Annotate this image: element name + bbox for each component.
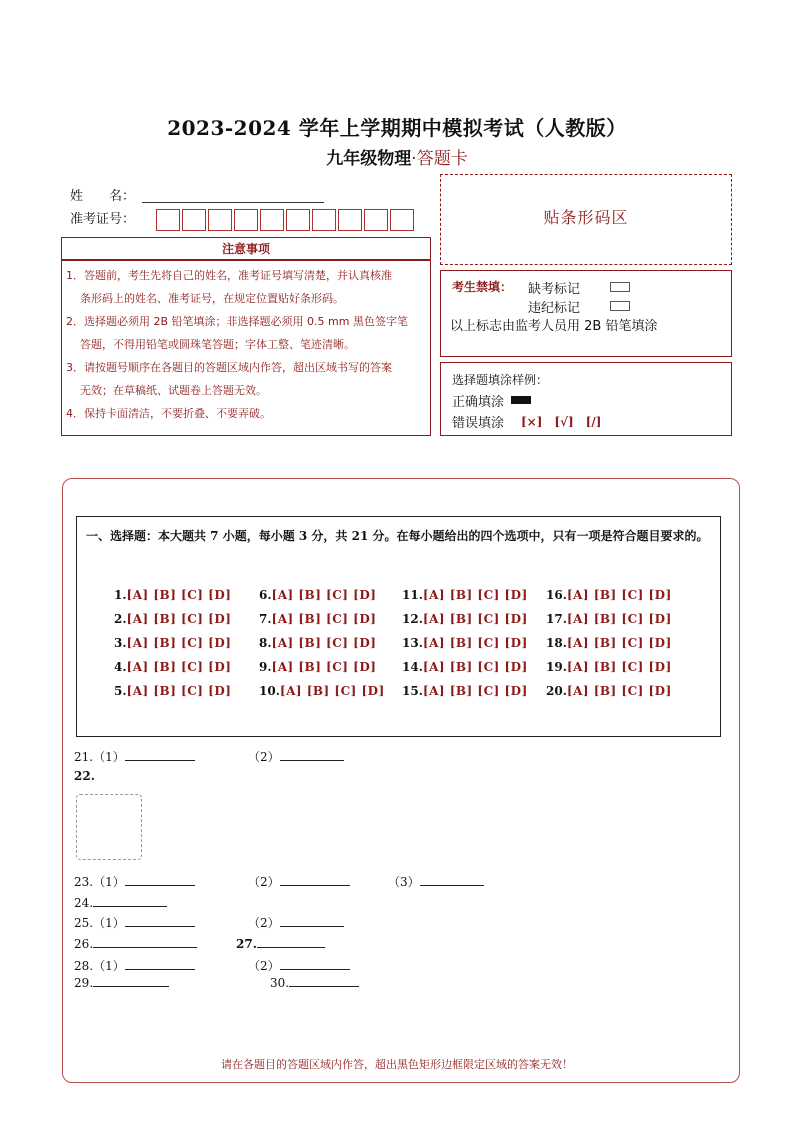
name-label: 姓 名： bbox=[70, 189, 136, 204]
sample-title: 选择题填涂样例： bbox=[452, 373, 549, 387]
mc-item[interactable]: 6.[A] [B] [C] [D] bbox=[259, 588, 377, 602]
note-line: 答题，不得用铅笔或圆珠笔答题；字体工整、笔迹清晰。 bbox=[80, 338, 355, 351]
mc-item[interactable]: 3.[A] [B] [C] [D] bbox=[114, 636, 232, 650]
answer-blank[interactable] bbox=[125, 915, 195, 927]
answer-blank[interactable] bbox=[257, 936, 325, 948]
violation-mark-box[interactable] bbox=[610, 301, 630, 311]
page-subtitle bbox=[0, 144, 794, 169]
answer-blank[interactable] bbox=[125, 958, 195, 970]
mc-item[interactable]: 1.[A] [B] [C] [D] bbox=[114, 588, 232, 602]
absent-mark-box[interactable] bbox=[610, 282, 630, 292]
absent-mark-label: 缺考标记 bbox=[528, 282, 581, 297]
mc-item[interactable]: 14.[A] [B] [C] [D] bbox=[402, 660, 528, 674]
id-digit-box[interactable] bbox=[390, 209, 414, 231]
mc-item[interactable]: 11.[A] [B] [C] [D] bbox=[402, 588, 528, 602]
answer-blank[interactable] bbox=[125, 874, 195, 886]
id-digit-box[interactable] bbox=[260, 209, 284, 231]
mc-item[interactable]: 15.[A] [B] [C] [D] bbox=[402, 684, 528, 698]
barcode-area bbox=[440, 174, 732, 265]
q23-part3: （3） bbox=[388, 873, 484, 890]
note-line: 1．答题前，考生先将自己的姓名，准考证号填写清楚，并认真核准 bbox=[66, 269, 392, 282]
mc-item[interactable]: 9.[A] [B] [C] [D] bbox=[259, 660, 377, 674]
answer-blank[interactable] bbox=[125, 749, 195, 761]
q23-part1: 23.（1） bbox=[74, 873, 195, 890]
q22-label: 22. bbox=[74, 769, 95, 783]
answer-blank[interactable] bbox=[420, 874, 484, 886]
mc-item[interactable]: 19.[A] [B] [C] [D] bbox=[546, 660, 672, 674]
q25-part1: 25.（1） bbox=[74, 914, 195, 931]
id-digit-box[interactable] bbox=[286, 209, 310, 231]
answer-blank[interactable] bbox=[280, 958, 350, 970]
id-label: 准考证号： bbox=[70, 212, 136, 227]
answer-blank[interactable] bbox=[93, 936, 197, 948]
page-title: 2023-2024 学年上学期期中模拟考试（人教版） bbox=[167, 116, 627, 140]
id-digit-box[interactable] bbox=[312, 209, 336, 231]
id-digit-box[interactable] bbox=[182, 209, 206, 231]
mc-item[interactable]: 12.[A] [B] [C] [D] bbox=[402, 612, 528, 626]
prohibit-note: 以上标志由监考人员用 2B 铅笔填涂 bbox=[450, 319, 658, 334]
mc-item[interactable]: 5.[A] [B] [C] [D] bbox=[114, 684, 232, 698]
answer-blank[interactable] bbox=[93, 895, 167, 907]
q27: 27. bbox=[236, 936, 325, 951]
answer-blank[interactable] bbox=[93, 975, 169, 987]
q23-part2: （2） bbox=[248, 873, 350, 890]
mc-heading: 一、选择题：本大题共 7 小题，每小题 3 分，共 21 分。在每小题给出的四个选项中，只有一项是符合题目要求的。 bbox=[86, 529, 709, 543]
answer-blank[interactable] bbox=[280, 874, 350, 886]
wrong-fill-label: 错误填涂 bbox=[452, 416, 505, 431]
name-field[interactable] bbox=[142, 188, 324, 203]
q22-drawing-area[interactable] bbox=[76, 794, 142, 860]
subject-label: 九年级物理 bbox=[326, 149, 412, 169]
notes-list bbox=[66, 264, 432, 425]
mc-item[interactable]: 4.[A] [B] [C] [D] bbox=[114, 660, 232, 674]
correct-fill-label: 正确填涂 bbox=[452, 395, 505, 410]
note-line: 3．请按题号顺序在各题目的答题区域内作答，超出区域书写的答案 bbox=[66, 361, 392, 374]
footer-warning: 请在各题目的答题区域内作答，超出黑色矩形边框限定区域的答案无效！ bbox=[221, 1058, 573, 1071]
mc-item[interactable]: 10.[A] [B] [C] [D] bbox=[259, 684, 385, 698]
mc-item[interactable]: 16.[A] [B] [C] [D] bbox=[546, 588, 672, 602]
id-digit-box[interactable] bbox=[156, 209, 180, 231]
q29: 29. bbox=[74, 975, 169, 990]
mc-item[interactable]: 17.[A] [B] [C] [D] bbox=[546, 612, 672, 626]
note-line: 4．保持卡面清洁，不要折叠、不要弄破。 bbox=[66, 407, 271, 420]
answer-blank[interactable] bbox=[289, 975, 359, 987]
correct-fill-sample bbox=[511, 396, 531, 404]
wrong-fill-samples: [×] [√] [/] bbox=[521, 415, 602, 429]
note-line: 条形码上的姓名、准考证号，在规定位置贴好条形码。 bbox=[80, 292, 344, 305]
q30: 30. bbox=[270, 975, 359, 990]
answer-blank[interactable] bbox=[280, 749, 344, 761]
id-digit-box[interactable] bbox=[338, 209, 362, 231]
mc-item[interactable]: 20.[A] [B] [C] [D] bbox=[546, 684, 672, 698]
q21-part2: （2） bbox=[248, 748, 344, 765]
mc-item[interactable]: 18.[A] [B] [C] [D] bbox=[546, 636, 672, 650]
q28-part1: 28.（1） bbox=[74, 957, 195, 974]
q28-part2: （2） bbox=[248, 957, 350, 974]
mc-item[interactable]: 13.[A] [B] [C] [D] bbox=[402, 636, 528, 650]
notes-title: 注意事项 bbox=[221, 242, 270, 256]
subtitle-separator: · bbox=[411, 149, 417, 169]
id-digit-box[interactable] bbox=[208, 209, 232, 231]
q21-part1: 21.（1） bbox=[74, 748, 195, 765]
note-line: 2．选择题必须用 2B 铅笔填涂；非选择题必须用 0.5 mm 黑色签字笔 bbox=[66, 315, 408, 328]
mc-item[interactable]: 2.[A] [B] [C] [D] bbox=[114, 612, 232, 626]
q24: 24. bbox=[74, 895, 167, 910]
note-line: 无效；在草稿纸、试题卷上答题无效。 bbox=[80, 384, 267, 397]
violation-mark-label: 违纪标记 bbox=[528, 301, 581, 316]
answer-card-label: 答题卡 bbox=[416, 149, 468, 169]
notes-header bbox=[61, 237, 431, 260]
answer-blank[interactable] bbox=[280, 915, 344, 927]
barcode-area-label: 贴条形码区 bbox=[543, 208, 629, 227]
id-digit-box[interactable] bbox=[364, 209, 388, 231]
q25-part2: （2） bbox=[248, 914, 344, 931]
mc-item[interactable]: 7.[A] [B] [C] [D] bbox=[259, 612, 377, 626]
mc-item[interactable]: 8.[A] [B] [C] [D] bbox=[259, 636, 377, 650]
prohibit-label: 考生禁填： bbox=[452, 280, 513, 294]
q26: 26. bbox=[74, 936, 197, 951]
id-digit-box[interactable] bbox=[234, 209, 258, 231]
